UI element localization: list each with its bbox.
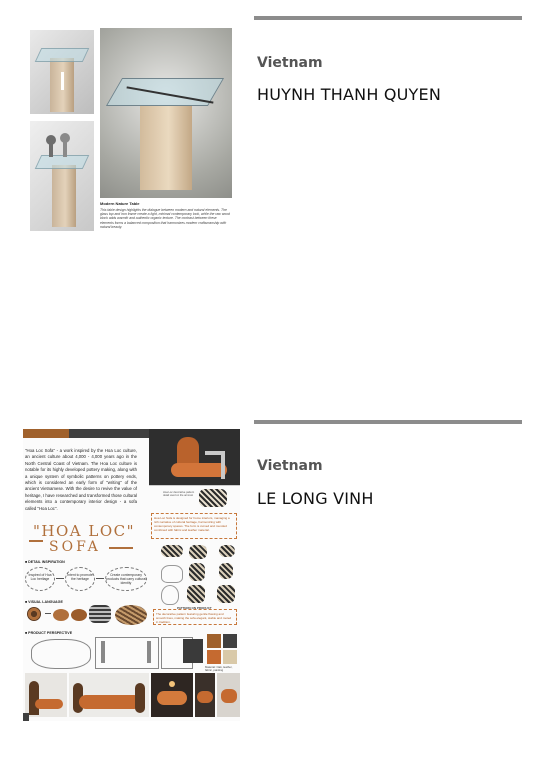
- pattern-sample-2: [189, 545, 207, 559]
- sofa-hero-photo: [149, 429, 240, 485]
- sofa-plan-drawing: [31, 639, 91, 669]
- sofa-photo-1: [25, 673, 67, 717]
- material-swatch-2: [223, 634, 237, 648]
- pattern-sample-7: [217, 585, 235, 603]
- design-note-2: The decorative pattern featuring gentle flowing and smooth lines, making the sofa elegant, stable and rooted in tradition.: [153, 609, 237, 625]
- inspiration-bubble-3: Create contemporary products that carry cultural identity: [105, 567, 147, 591]
- designer-name-1: HUYNH THANH QUYEN: [257, 85, 441, 104]
- pattern-sample-1: [161, 545, 183, 557]
- material-swatch-1: [207, 634, 221, 648]
- country-label-2: Vietnam: [257, 458, 323, 474]
- sofa-photo-4: [195, 673, 215, 717]
- sofa-photo-3: [151, 673, 193, 717]
- design-note-1: Hoa Loc Sofa is designed for home interiors, managing a rich narrative of cultural heritage, harmonizing with contemporary spaces. The form is curved and rounded combined with fabric and leather material.: [151, 513, 237, 539]
- sofa-small-photo: [183, 639, 203, 663]
- table-thumbnail-1: [30, 30, 94, 114]
- divider-rule-1: [254, 16, 522, 20]
- board-intro-text: "Hoa Loc Sofa" - a work inspired by the Hoa Loc culture, an ancient culture about 4,000 - 4,000 years ago in the North Central Coast of Vietnam. The Hoa Loc culture is notable for its highly developed pottery making, along with a unique system of symbolic patterns on pottery ends, which is considered an early form of "writing" of the ancient Vietnamese. With the desire to revive the value of heritage, I have researched and transformed those cultural elements into a contemporary interior design - a sofa called "Hoa Loc".: [25, 448, 137, 511]
- design-board-sofa: "Hoa Loc Sofa" - a work inspired by the Hoa Loc culture, an ancient culture about 4,000 - 4,000 years ago in the North Central Coast of Vietnam. The Hoa Loc culture is notable for its highly developed pottery making, along with a unique system of symbolic patterns on pottery ends, which is considered an early form of "writing" of the ancient Vietnamese. With the desire to revive the value of heritage, I have researched and transformed those cultural elements into a contemporary interior design - a sofa called "Hoa Loc". Hoa Loc Sofa is designed for home interiors, managing a rich narrative of cultural heritage, harmonizing with contemporary spaces. The form is curved and rounded combined with fabric and leather material. Hoa Loc decorative pattern detail used on the armrest "HOA LOC" SOFA ■ DETAIL INSPIRATION Inspired of Hoa Loc heritage Intent to promote the heritage Create contemporary products that carry cultural identity PATTERN ON PRODUCT ■ VISUAL LANGUAGE The decorative pattern featuring gentle flowing and smooth lines, making the sofa elegant, stable and rooted in tradition. ■ PRODUCT PERSPECTIVE Material: Oak, leather, fabric, painting: [23, 429, 240, 721]
- table-hero-render: [100, 28, 232, 198]
- sofa-photo-2: [69, 673, 149, 717]
- table-thumbnail-2: [30, 121, 94, 231]
- country-label-1: Vietnam: [257, 55, 323, 71]
- material-swatch-3: [207, 650, 221, 664]
- pattern-sample-4: [189, 563, 205, 581]
- pattern-label: PATTERN ON PRODUCT: [177, 606, 212, 610]
- designer-name-2: LE LONG VINH: [257, 489, 374, 508]
- board-caption-text: This table design highlights the dialogue between modern and natural elements. The glass top and iron frame create a light, minimal contemporary look, while the raw wood block adds warmth and authentic organic texture. The contrast between these elements forms a balanced composition that harmonizes modern craftsmanship with natural beauty.: [100, 208, 230, 229]
- board-caption-title: Modern Nature Table: [100, 201, 140, 206]
- sofa-title-line2: SOFA: [49, 539, 101, 555]
- section-visual-label: ■ VISUAL LANGUAGE: [25, 600, 63, 604]
- section-inspiration-label: ■ DETAIL INSPIRATION: [25, 560, 65, 564]
- inspiration-bubble-2: Intent to promote the heritage: [65, 567, 95, 591]
- material-label: Material: Oak, leather, fabric, painting: [205, 665, 233, 673]
- section-perspective-label: ■ PRODUCT PERSPECTIVE: [25, 631, 73, 635]
- divider-rule-2: [254, 420, 522, 424]
- sofa-title-line1: "HOA LOC": [33, 522, 136, 540]
- header-bar-brown: [23, 429, 69, 438]
- header-bar-dark: [69, 429, 151, 438]
- sofa-photo-5: [217, 673, 240, 717]
- pattern-sample-6: [187, 585, 205, 603]
- material-swatch-4: [223, 650, 237, 664]
- pattern-sample-5: [219, 563, 233, 579]
- pattern-sample-3: [219, 545, 235, 557]
- inspiration-bubble-1: Inspired of Hoa Loc heritage: [25, 567, 55, 591]
- design-board-table: [28, 28, 236, 238]
